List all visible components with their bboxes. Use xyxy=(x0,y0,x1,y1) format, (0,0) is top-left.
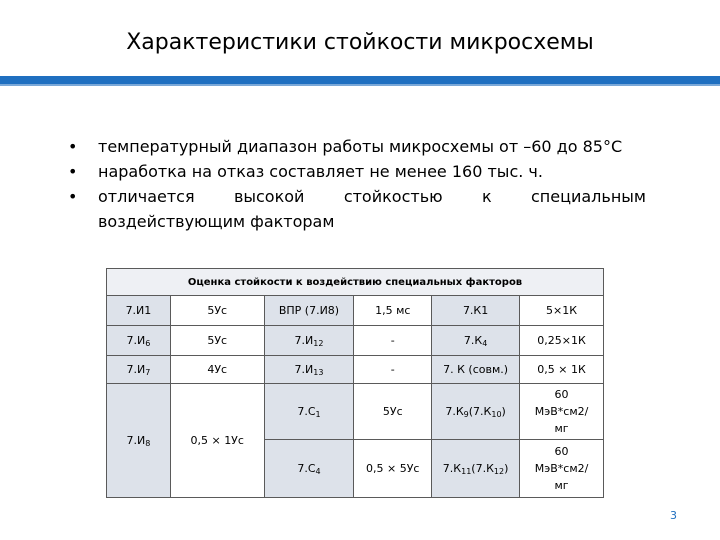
bullet-marker: • xyxy=(68,137,78,156)
table-cell: 0,5 × 1Ус xyxy=(170,384,264,498)
table-row xyxy=(107,356,604,384)
table-cell: - xyxy=(354,326,432,356)
title-underline-accent xyxy=(0,84,720,86)
table-cell: $7.С_4$ xyxy=(264,440,354,498)
table-cell: 1,5 мс xyxy=(354,296,432,326)
bullet-text: температурный диапазон работы микросхемы от –60 до 85°С xyxy=(98,137,623,156)
table-cell: - xyxy=(354,356,432,384)
table-cell: $7.К_9(7.К_{10})$ xyxy=(432,384,520,440)
table-cell: 60 МэВ*см2/ мг xyxy=(520,440,604,498)
table-cell: 4Ус xyxy=(170,356,264,384)
bullet-item xyxy=(68,134,646,159)
table-cell: 5Ус xyxy=(170,296,264,326)
bullet-text: наработка на отказ составляет не менее 160 тыс. ч. xyxy=(98,162,543,181)
table-cell: 0,5 × 5Ус xyxy=(354,440,432,498)
table-cell: $7.К_{11}(7.К_{12})$ xyxy=(432,440,520,498)
table-cell: $7.И_6$ xyxy=(107,326,171,356)
table-cell: 0,25×1К xyxy=(520,326,604,356)
table-cell: $7.К_4$ xyxy=(432,326,520,356)
resistance-table xyxy=(106,268,604,498)
table-row xyxy=(107,384,604,440)
bullet-marker: • xyxy=(68,162,78,181)
table-cell: 5Ус xyxy=(170,326,264,356)
table-cell: 0,5 × 1К xyxy=(520,356,604,384)
table-cell: $7.И_{12}$ xyxy=(264,326,354,356)
bullet-text: отличается высокой стойкостью к специальным воздействующим факторам xyxy=(98,187,646,231)
title-underline-bar xyxy=(0,76,720,84)
table-cell: 60 МэВ*см2/ мг xyxy=(520,384,604,440)
bullet-item xyxy=(68,159,646,184)
table-cell: 7. К (совм.) xyxy=(432,356,520,384)
table-cell: 7.К1 xyxy=(432,296,520,326)
table-cell: $7.И_8$ xyxy=(107,384,171,498)
table-cell: 5×1К xyxy=(520,296,604,326)
table-cell: 7.И1 xyxy=(107,296,171,326)
table-cell: 5Ус xyxy=(354,384,432,440)
bullet-list xyxy=(68,134,646,234)
page-number: 3 xyxy=(670,509,677,522)
table-caption: Оценка стойкости к воздействию специальных факторов xyxy=(107,269,604,296)
table-row xyxy=(107,296,604,326)
table-cell: $7.С_1$ xyxy=(264,384,354,440)
slide-title: Характеристики стойкости микросхемы xyxy=(126,30,594,55)
table-cell: $7.И_7$ xyxy=(107,356,171,384)
table-cell: ВПР (7.И8) xyxy=(264,296,354,326)
bullet-marker: • xyxy=(68,187,78,206)
table-row xyxy=(107,326,604,356)
table-cell: $7.И_{13}$ xyxy=(264,356,354,384)
bullet-item xyxy=(68,184,646,234)
